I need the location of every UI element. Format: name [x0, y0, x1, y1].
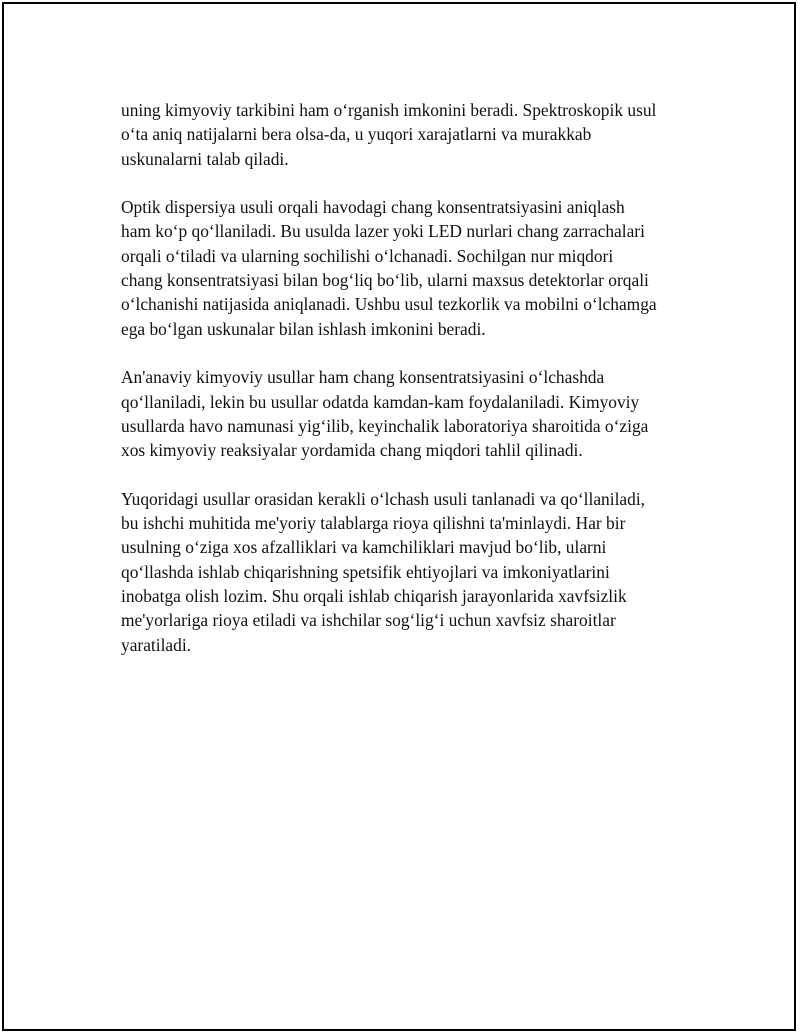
text-line: qo‘llashda ishlab chiqarishning spetsifik ehtiyojlari va imkoniyatlarini: [121, 561, 610, 582]
text-line: o‘lchanishi natijasida aniqlanadi. Ushbu usul tezkorlik va mobilni o‘lchamga: [121, 294, 657, 315]
text-line: ega bo‘lgan uskunalar bilan ishlash imkonini beradi.: [121, 318, 486, 339]
paragraph-chemical-methods: [121, 365, 701, 462]
text-line: Optik dispersiya usuli orqali havodagi chang konsentratsiyasini aniqlash: [121, 197, 625, 218]
text-line: inobatga olish lozim. Shu orqali ishlab chiqarish jarayonlarida xavfsizlik: [121, 585, 627, 606]
text-line: uskunalarni talab qiladi.: [121, 148, 289, 169]
text-line: uning kimyoviy tarkibini ham o‘rganish imkonini beradi. Spektroskopik usul: [121, 100, 657, 120]
page-frame: [2, 2, 796, 1031]
paragraph-conclusion: [121, 487, 701, 657]
paragraph-optical-dispersion: [121, 195, 701, 341]
text-line: An'anaviy kimyoviy usullar ham chang konsentratsiyasini o‘lchashda: [121, 367, 605, 388]
text-line: Yuqoridagi usullar orasidan kerakli o‘lchash usuli tanlanadi va qo‘llaniladi,: [121, 488, 645, 509]
text-line: orqali o‘tiladi va ularning sochilishi o‘lchanadi. Sochilgan nur miqdori: [121, 245, 614, 266]
text-line: qo‘llaniladi, lekin bu usullar odatda kamdan-kam foydalaniladi. Kimyoviy: [121, 391, 640, 412]
paragraph-spectroscopy: [121, 98, 701, 171]
text-line: usulning o‘ziga xos afzalliklari va kamchiliklari mavjud bo‘lib, ularni: [121, 537, 607, 558]
text-line: chang konsentratsiyasi bilan bog‘liq bo‘lib, ularni maxsus detektorlar orqali: [121, 270, 649, 291]
document-body: [121, 98, 701, 681]
text-line: o‘ta aniq natijalarni bera olsa-da, u yuqori xarajatlarni va murakkab: [121, 124, 592, 145]
text-line: usullarda havo namunasi yig‘ilib, keyinchalik laboratoriya sharoitida o‘ziga: [121, 415, 649, 436]
text-line: yaratiladi.: [121, 634, 192, 655]
text-line: me'yorlariga rioya etiladi va ishchilar sog‘lig‘i uchun xavfsiz sharoitlar: [121, 610, 616, 631]
text-line: xos kimyoviy reaksiyalar yordamida chang miqdori tahlil qilinadi.: [121, 440, 583, 461]
text-line: bu ishchi muhitida me'yoriy talablarga rioya qilishni ta'minlaydi. Har bir: [121, 513, 626, 534]
text-line: ham ko‘p qo‘llaniladi. Bu usulda lazer yoki LED nurlari chang zarrachalari: [121, 221, 645, 242]
